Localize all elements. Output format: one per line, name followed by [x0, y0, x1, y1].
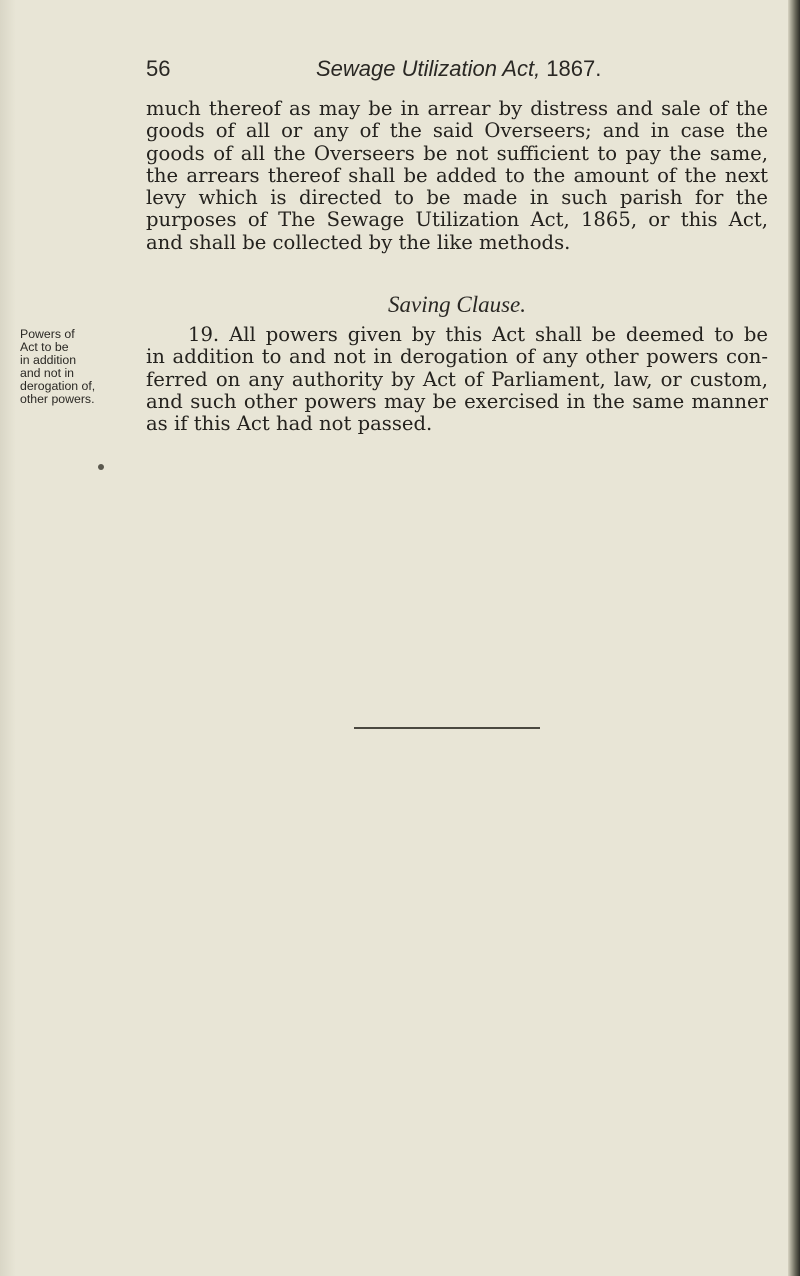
section-heading: Saving Clause.: [388, 292, 526, 317]
page-number: 56: [146, 56, 171, 81]
act-year: 1867.: [540, 56, 602, 81]
text-line: the arrears thereof shall be added to the amount of the next: [146, 163, 768, 187]
running-head-title: [316, 56, 601, 82]
continuation-paragraph: [146, 98, 768, 254]
text-line: in addition to and not in derogation of any other powers con-: [146, 345, 768, 369]
text-line: and shall be collected by the like methods.: [146, 230, 571, 254]
section-19-paragraph: [146, 324, 768, 435]
marginal-line: other powers.: [20, 392, 95, 406]
binding-shadow: [788, 0, 800, 1276]
text-line: goods of all or any of the said Overseers; and in case the: [146, 119, 768, 143]
text-line: purposes of The Sewage Utilization Act, 1865, or this Act,: [146, 208, 768, 232]
marginal-line: in addition: [20, 353, 77, 367]
text-line: as if this Act had not passed.: [146, 412, 433, 436]
running-head: [146, 56, 768, 86]
text-line: much thereof as may be in arrear by distress and sale of the: [146, 97, 768, 120]
ink-speck: [98, 464, 104, 470]
marginal-line: Powers of: [20, 327, 75, 341]
text-line: ferred on any authority by Act of Parliament, law, or custom,: [146, 367, 768, 391]
marginal-line: Act to be: [20, 340, 69, 354]
act-title: Sewage Utilization Act,: [316, 56, 541, 81]
marginal-note: [20, 328, 138, 406]
page-left-edge: [0, 0, 16, 1276]
marginal-line: derogation of,: [20, 379, 96, 393]
text-line: and such other powers may be exercised in the same manner: [146, 389, 768, 413]
text-line: levy which is directed to be made in such parish for the: [146, 186, 768, 210]
text-line: goods of all the Overseers be not sufficient to pay the same,: [146, 141, 768, 165]
end-rule: [354, 727, 540, 729]
marginal-line: and not in: [20, 366, 75, 380]
text-line: 19. All powers given by this Act shall be deemed to be: [188, 323, 768, 346]
